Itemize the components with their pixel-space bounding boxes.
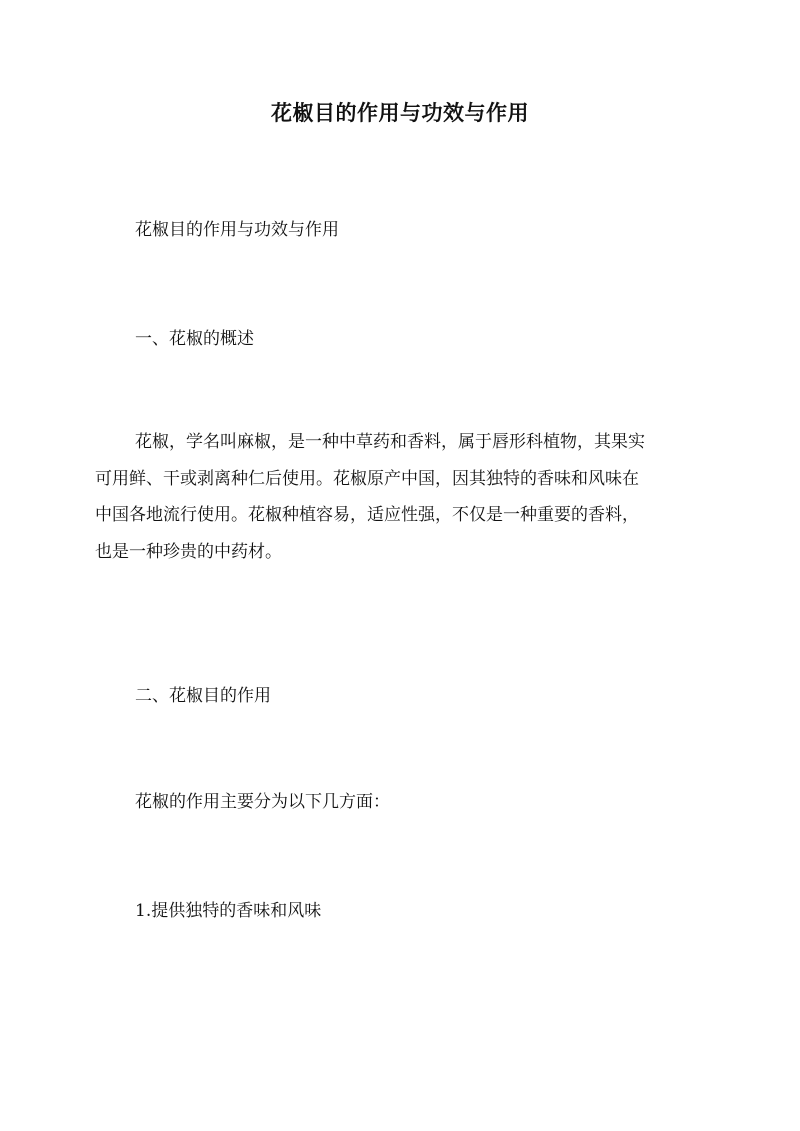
overview-paragraph xyxy=(95,424,707,570)
document-subtitle: 花椒目的作用与功效与作用 xyxy=(135,220,339,240)
section-heading-overview: 一、花椒的概述 xyxy=(135,329,254,349)
overview-line: 也是一种珍贵的中药材。 xyxy=(95,541,282,562)
overview-line: 中国各地流行使用。花椒种植容易，适应性强，不仅是一种重要的香料， xyxy=(95,505,639,525)
list-item: 1.提供独特的香味和风味 xyxy=(135,901,322,921)
uses-intro: 花椒的作用主要分为以下几方面： xyxy=(135,792,390,812)
overview-line: 花椒，学名叫麻椒，是一种中草药和香料，属于唇形科植物，其果实 xyxy=(135,432,645,452)
document-title: 花椒目的作用与功效与作用 xyxy=(271,100,529,125)
section-heading-uses: 二、花椒目的作用 xyxy=(135,686,271,706)
overview-line: 可用鲜、干或剥离种仁后使用。花椒原产中国，因其独特的香味和风味在 xyxy=(95,468,639,489)
